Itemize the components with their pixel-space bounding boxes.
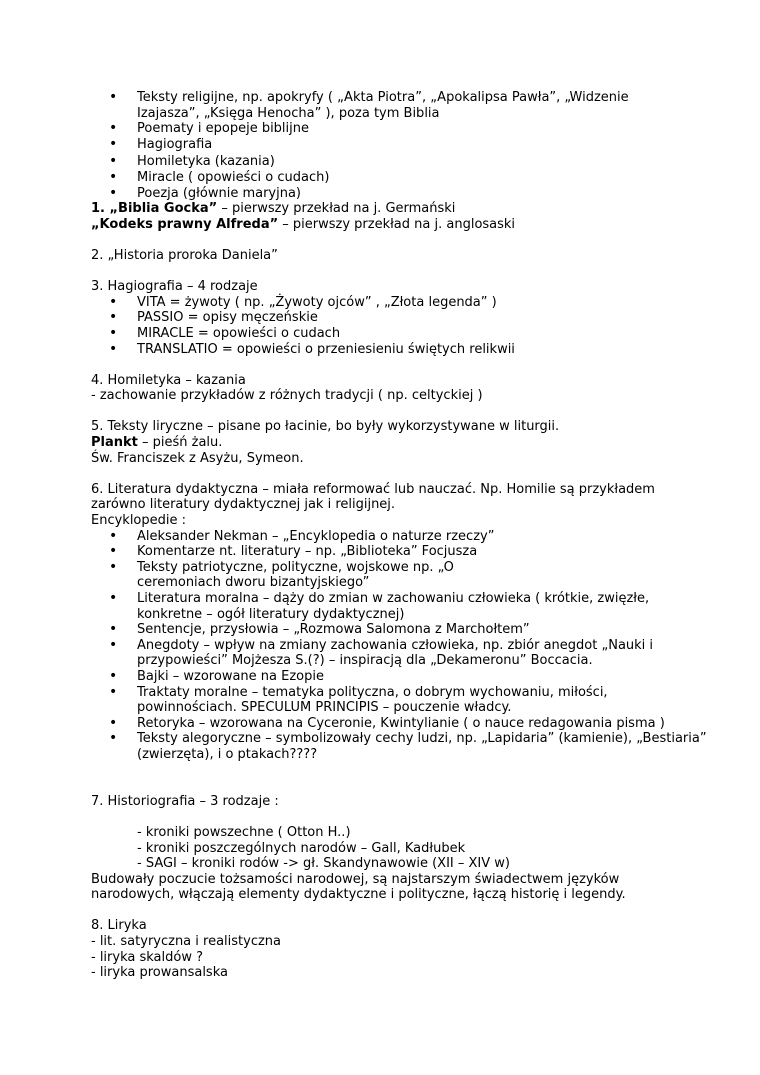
list-item: • PASSIO = opisy męczeńskie (91, 310, 681, 326)
intro-list (91, 90, 681, 201)
list-item: • Anegdoty – wpływ na zmiany zachowania człowieka, np. zbiór anegdot „Nauki i przypowieści” Mojżesza S.(?) – inspiracją dla „Dekameronu” Boccacia. (91, 638, 707, 669)
list-item: • Homiletyka (kazania) (91, 154, 681, 170)
section-1-line-2: „Kodeks prawny Alfreda” – pierwszy przekład na j. anglosaski (91, 216, 516, 232)
list-item: • TRANSLATIO = opowieści o przeniesieniu świętych relikwii (91, 342, 681, 358)
list-item: • Poematy i epopeje biblijne (91, 121, 681, 137)
list-item: • MIRACLE = opowieści o cudach (91, 326, 681, 342)
list-item: • Miracle ( opowieści o cudach) (91, 170, 681, 186)
section-5-plankt: Plankt – pieśń żalu. (91, 435, 223, 451)
section-2: 2. „Historia proroka Daniela” (91, 247, 278, 263)
section-5-heading: 5. Teksty liryczne – pisane po łacinie, bo były wykorzystywane w liturgii. (91, 419, 560, 435)
section-7-paragraph-line-1: Budowały poczucie tożsamości narodowej, są najstarszym świadectwem języków (91, 871, 620, 887)
hagiography-list (91, 295, 681, 357)
didactic-list (91, 528, 707, 763)
list-item: • VITA = żywoty ( np. „Żywoty ojców” , „Złota legenda” ) (91, 295, 681, 311)
lyric-item: - liryka prowansalska (91, 965, 228, 981)
section-3-heading: 3. Hagiografia – 4 rodzaje (91, 279, 258, 295)
list-item: • Teksty alegoryczne – symbolizowały cechy ludzi, np. „Lapidaria” (kamienie), „Bestiaria” (zwierzęta), i o ptakach???? (91, 731, 717, 762)
section-8-heading: 8. Liryka (91, 918, 147, 934)
list-item: • Bajki – wzorowane na Ezopie (91, 669, 681, 685)
section-7-heading: 7. Historiografia – 3 rodzaje : (91, 793, 279, 809)
lyric-item: - liryka skaldów ? (91, 949, 204, 965)
document-content (91, 90, 707, 981)
section-4-line: - zachowanie przykładów z różnych tradycji ( np. celtyckiej ) (91, 388, 483, 404)
list-item: • Retoryka – wzorowana na Cyceronie, Kwintylianie ( o nauce redagowania pisma ) (91, 716, 681, 732)
section-7-paragraph-line-2: narodowych, włączają elementy dydaktyczne i polityczne, łączą historię i legendy. (91, 887, 626, 903)
list-item: • Sentencje, przysłowia – „Rozmowa Salomona z Marchołtem” (91, 622, 681, 638)
historiography-item: - SAGI – kroniki rodów -> gł. Skandynawowie (XII – XIV w) (137, 856, 510, 872)
section-1-line-1: 1. „Biblia Gocka” – pierwszy przekład na j. Germański (91, 201, 456, 217)
section-6-heading-line-1: 6. Literatura dydaktyczna – miała reformować lub nauczać. Np. Homilie są przykładem (91, 481, 655, 497)
section-4-heading: 4. Homiletyka – kazania (91, 372, 246, 388)
lyric-item: - lit. satyryczna i realistyczna (91, 934, 282, 950)
historiography-item: - kroniki poszczególnych narodów – Gall, Kadłubek (137, 840, 466, 856)
section-5-names: Św. Franciszek z Asyżu, Symeon. (91, 450, 304, 466)
list-item: • Traktaty moralne – tematyka polityczna, o dobrym wychowaniu, miłości, powinnościach. SPECULUM PRINCIPIS – pouczenie władcy. (91, 685, 707, 716)
list-item: • Literatura moralna – dąży do zmian w zachowaniu człowieka ( krótkie, zwięzłe, konkretne – ogół literatury dydaktycznej) (91, 591, 707, 622)
list-item: • Poezja (głównie maryjna) (91, 186, 681, 202)
list-item: • Teksty patriotyczne, polityczne, wojskowe np. „O ceremoniach dworu bizantyjskiego” (91, 560, 467, 591)
historiography-item: - kroniki powszechne ( Otton H..) (137, 824, 351, 840)
list-item: • Aleksander Nekman – „Encyklopedia o naturze rzeczy” (91, 529, 681, 545)
list-item: • Komentarze nt. literatury – np. „Biblioteka” Focjusza (91, 544, 681, 560)
list-item: • Teksty religijne, np. apokryfy ( „Akta Piotra”, „Apokalipsa Pawła”, „Widzenie Izajasza”, „Księga Henocha” ), poza tym Biblia (91, 90, 681, 121)
section-6-heading-line-2: zarówno literatury dydaktycznej jak i religijnej. (91, 497, 396, 513)
section-6-encyclopedias: Encyklopedie : (91, 513, 187, 529)
list-item: • Hagiografia (91, 137, 681, 153)
